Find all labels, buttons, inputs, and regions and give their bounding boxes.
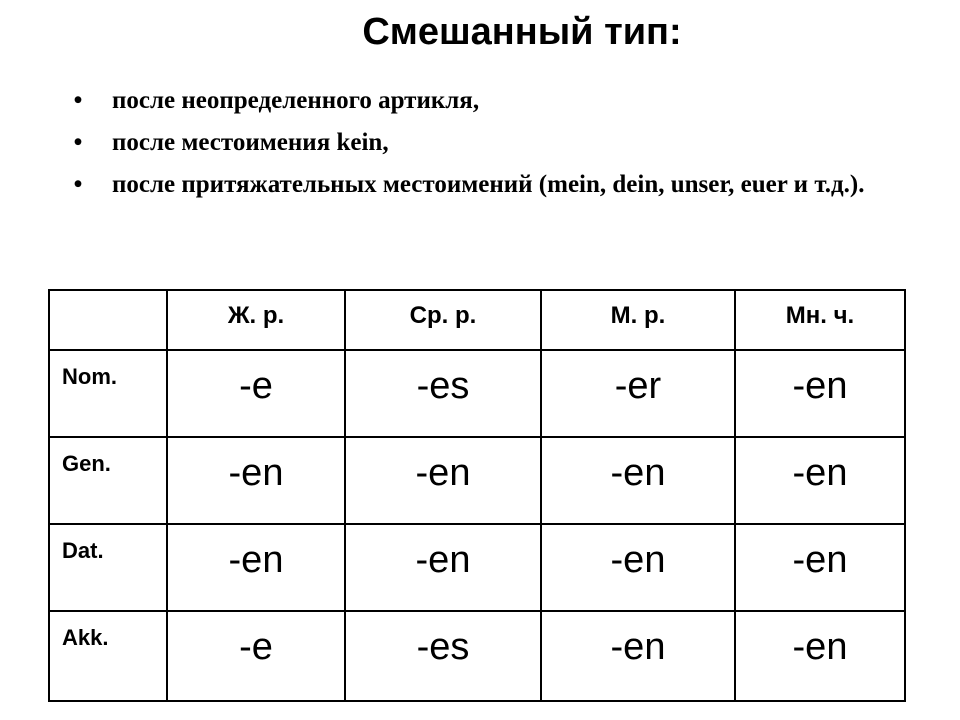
table-cell: -en (167, 437, 345, 524)
table-cell: -en (541, 524, 735, 611)
table-cell: -en (735, 350, 905, 437)
bullet-marker: • (73, 87, 83, 114)
table-cell: -e (167, 611, 345, 701)
list-item (68, 80, 918, 122)
page-title: Смешанный тип: (362, 11, 682, 53)
column-header: Мн. ч. (735, 290, 905, 350)
table-row (49, 350, 905, 437)
table-row (49, 524, 905, 611)
row-header: Gen. (49, 437, 167, 524)
table-cell: -en (345, 524, 541, 611)
table-cell: -en (167, 524, 345, 611)
row-header: Akk. (49, 611, 167, 701)
list-item-text: после местоимения kein, (112, 129, 389, 156)
table-corner-cell (49, 290, 167, 350)
table-cell: -e (167, 350, 345, 437)
table-cell: -en (541, 437, 735, 524)
table-row (49, 611, 905, 701)
table-row (49, 437, 905, 524)
table-cell: -en (541, 611, 735, 701)
list-item-text: после притяжательных местоимений (mein, dein, unser, euer и т.д.). (112, 171, 865, 198)
list-item-text: после неопределенного артикля, (112, 87, 480, 114)
list-item (68, 164, 918, 206)
table-cell: -en (735, 611, 905, 701)
declension-table (48, 289, 906, 702)
bullet-marker: • (73, 171, 83, 198)
table-cell: -en (345, 437, 541, 524)
row-header: Nom. (49, 350, 167, 437)
table-header-row (49, 290, 905, 350)
column-header: Ж. р. (167, 290, 345, 350)
table-cell: -es (345, 611, 541, 701)
bullet-list (68, 80, 918, 206)
row-header: Dat. (49, 524, 167, 611)
column-header: Ср. р. (345, 290, 541, 350)
column-header: М. р. (541, 290, 735, 350)
bullet-marker: • (73, 129, 83, 156)
table-cell: -en (735, 524, 905, 611)
table-cell: -en (735, 437, 905, 524)
table-cell: -es (345, 350, 541, 437)
list-item (68, 122, 918, 164)
table-cell: -er (541, 350, 735, 437)
